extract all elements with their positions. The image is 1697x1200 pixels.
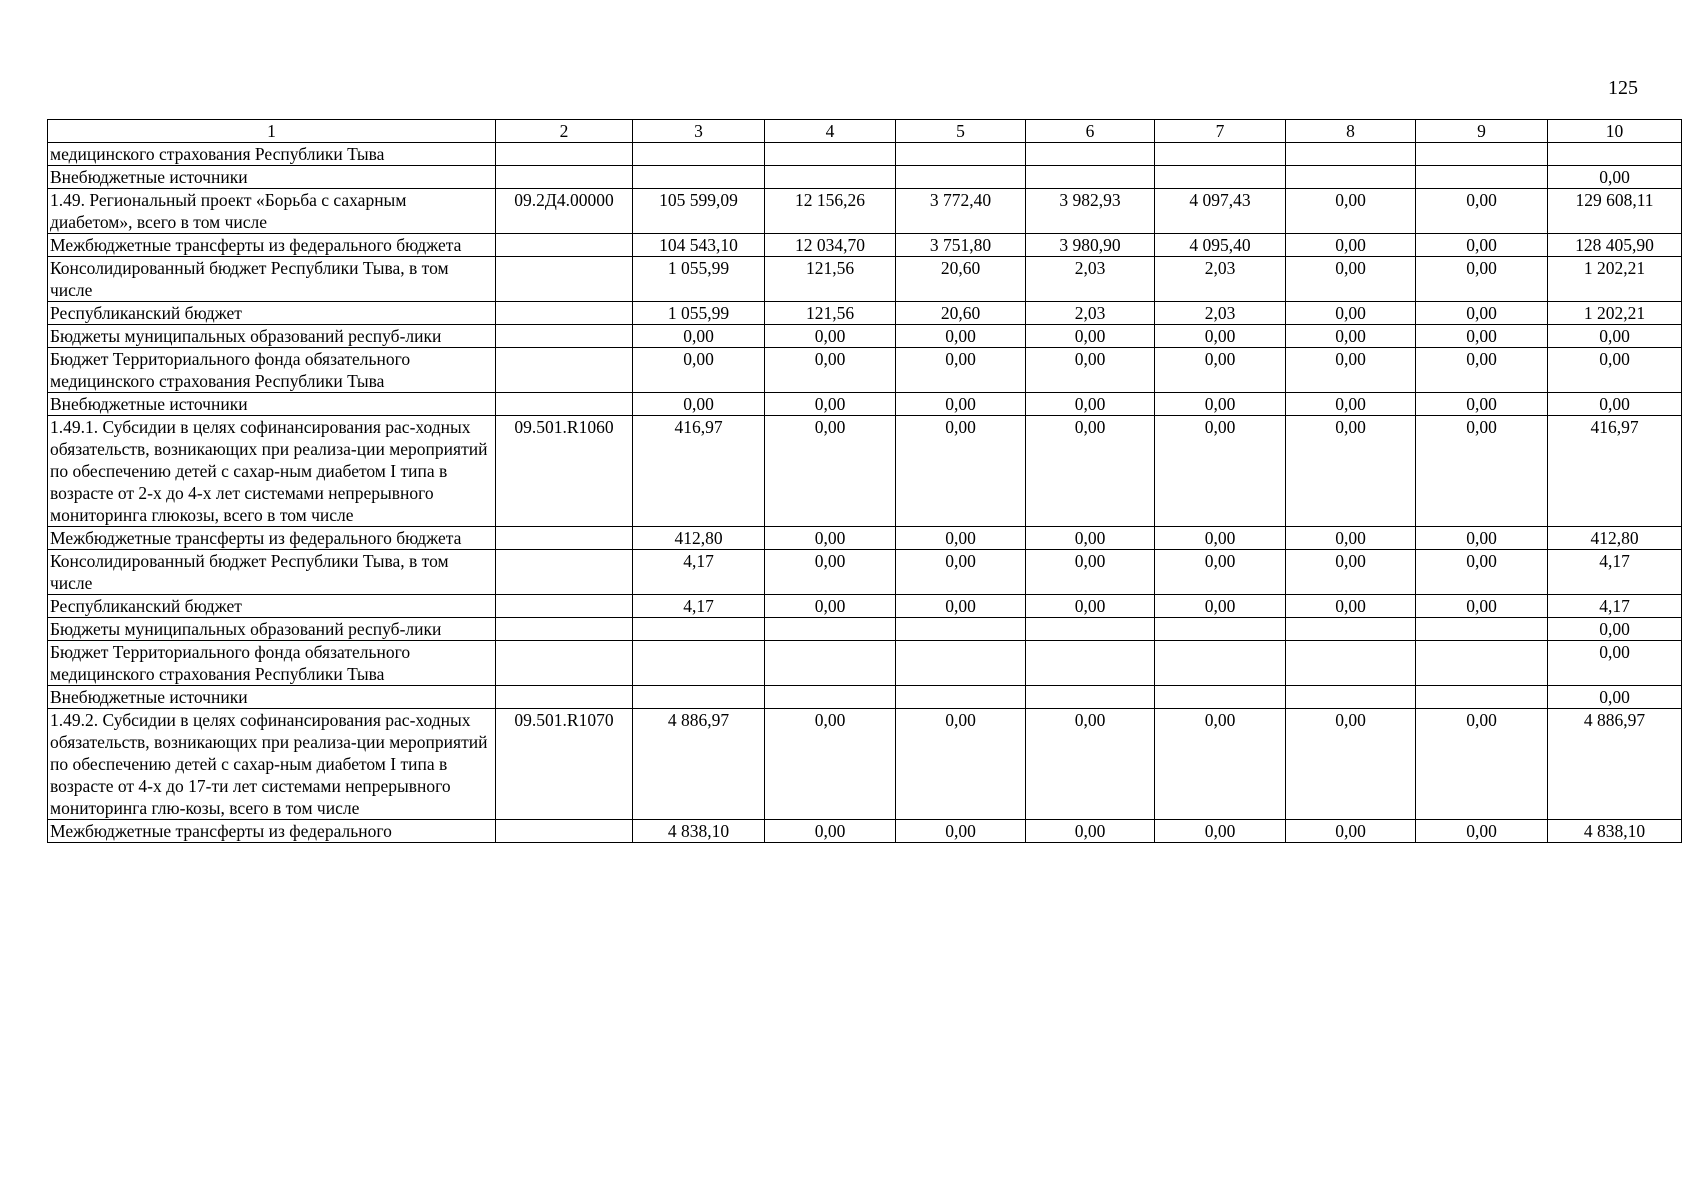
value-cell-col-8 bbox=[1286, 618, 1416, 641]
value-cell-col-7: 0,00 bbox=[1155, 348, 1286, 393]
value-cell-col-9: 0,00 bbox=[1416, 527, 1548, 550]
value-cell-col-5 bbox=[896, 618, 1026, 641]
column-header-5: 5 bbox=[896, 120, 1026, 143]
value-cell-col-8: 0,00 bbox=[1286, 595, 1416, 618]
value-cell-col-3: 0,00 bbox=[633, 325, 765, 348]
value-cell-col-8: 0,00 bbox=[1286, 393, 1416, 416]
value-cell-col-9 bbox=[1416, 143, 1548, 166]
value-cell-col-8 bbox=[1286, 686, 1416, 709]
value-cell-col-5: 0,00 bbox=[896, 820, 1026, 843]
row-label: Консолидированный бюджет Республики Тыва, в том числе bbox=[48, 550, 496, 595]
table-row bbox=[48, 550, 1682, 595]
table-row bbox=[48, 325, 1682, 348]
table-row bbox=[48, 189, 1682, 234]
value-cell-col-3 bbox=[633, 166, 765, 189]
row-label: Внебюджетные источники bbox=[48, 393, 496, 416]
row-label: Внебюджетные источники bbox=[48, 166, 496, 189]
value-cell-col-6 bbox=[1026, 618, 1155, 641]
value-cell-col-10: 4 838,10 bbox=[1548, 820, 1682, 843]
page-number: 125 bbox=[1608, 77, 1638, 99]
value-cell-col-8: 0,00 bbox=[1286, 348, 1416, 393]
row-code bbox=[496, 618, 633, 641]
row-label: Межбюджетные трансферты из федерального бюджета bbox=[48, 527, 496, 550]
row-code bbox=[496, 393, 633, 416]
column-header-4: 4 bbox=[765, 120, 896, 143]
value-cell-col-7 bbox=[1155, 618, 1286, 641]
value-cell-col-10: 4,17 bbox=[1548, 595, 1682, 618]
value-cell-col-10: 128 405,90 bbox=[1548, 234, 1682, 257]
value-cell-col-7: 4 097,43 bbox=[1155, 189, 1286, 234]
value-cell-col-6: 2,03 bbox=[1026, 302, 1155, 325]
value-cell-col-6: 2,03 bbox=[1026, 257, 1155, 302]
value-cell-col-4: 0,00 bbox=[765, 325, 896, 348]
value-cell-col-5 bbox=[896, 686, 1026, 709]
value-cell-col-10: 0,00 bbox=[1548, 393, 1682, 416]
value-cell-col-7: 2,03 bbox=[1155, 257, 1286, 302]
value-cell-col-8: 0,00 bbox=[1286, 550, 1416, 595]
value-cell-col-5: 0,00 bbox=[896, 550, 1026, 595]
value-cell-col-3 bbox=[633, 618, 765, 641]
value-cell-col-7: 2,03 bbox=[1155, 302, 1286, 325]
value-cell-col-3 bbox=[633, 143, 765, 166]
value-cell-col-10: 129 608,11 bbox=[1548, 189, 1682, 234]
value-cell-col-5 bbox=[896, 641, 1026, 686]
value-cell-col-9: 0,00 bbox=[1416, 189, 1548, 234]
value-cell-col-5: 0,00 bbox=[896, 393, 1026, 416]
row-code: 09.501.R1070 bbox=[496, 709, 633, 820]
table-row bbox=[48, 257, 1682, 302]
value-cell-col-6: 0,00 bbox=[1026, 709, 1155, 820]
column-header-3: 3 bbox=[633, 120, 765, 143]
table-row bbox=[48, 820, 1682, 843]
table-row bbox=[48, 143, 1682, 166]
row-code: 09.501.R1060 bbox=[496, 416, 633, 527]
value-cell-col-7: 0,00 bbox=[1155, 393, 1286, 416]
value-cell-col-6: 0,00 bbox=[1026, 348, 1155, 393]
value-cell-col-9: 0,00 bbox=[1416, 302, 1548, 325]
value-cell-col-7: 0,00 bbox=[1155, 709, 1286, 820]
value-cell-col-9: 0,00 bbox=[1416, 393, 1548, 416]
row-label: Межбюджетные трансферты из федерального бюджета bbox=[48, 234, 496, 257]
row-label: Республиканский бюджет bbox=[48, 302, 496, 325]
table-row bbox=[48, 234, 1682, 257]
value-cell-col-10: 0,00 bbox=[1548, 325, 1682, 348]
value-cell-col-6: 0,00 bbox=[1026, 527, 1155, 550]
value-cell-col-3: 1 055,99 bbox=[633, 302, 765, 325]
value-cell-col-9 bbox=[1416, 641, 1548, 686]
value-cell-col-3: 1 055,99 bbox=[633, 257, 765, 302]
table-row bbox=[48, 709, 1682, 820]
value-cell-col-5: 20,60 bbox=[896, 302, 1026, 325]
value-cell-col-3 bbox=[633, 641, 765, 686]
row-label: Бюджет Территориального фонда обязательного медицинского страхования Республики Тыва bbox=[48, 641, 496, 686]
column-header-7: 7 bbox=[1155, 120, 1286, 143]
budget-table bbox=[47, 119, 1682, 843]
value-cell-col-8: 0,00 bbox=[1286, 257, 1416, 302]
value-cell-col-10: 0,00 bbox=[1548, 166, 1682, 189]
value-cell-col-5: 0,00 bbox=[896, 325, 1026, 348]
value-cell-col-4 bbox=[765, 641, 896, 686]
value-cell-col-7: 0,00 bbox=[1155, 820, 1286, 843]
row-code bbox=[496, 595, 633, 618]
value-cell-col-5: 20,60 bbox=[896, 257, 1026, 302]
value-cell-col-6 bbox=[1026, 686, 1155, 709]
value-cell-col-7: 0,00 bbox=[1155, 416, 1286, 527]
table-row bbox=[48, 686, 1682, 709]
value-cell-col-7: 0,00 bbox=[1155, 595, 1286, 618]
row-code bbox=[496, 527, 633, 550]
value-cell-col-8: 0,00 bbox=[1286, 709, 1416, 820]
value-cell-col-8 bbox=[1286, 166, 1416, 189]
value-cell-col-9 bbox=[1416, 686, 1548, 709]
table-row bbox=[48, 302, 1682, 325]
value-cell-col-6: 0,00 bbox=[1026, 325, 1155, 348]
row-label: Бюджет Территориального фонда обязательного медицинского страхования Республики Тыва bbox=[48, 348, 496, 393]
value-cell-col-10: 0,00 bbox=[1548, 618, 1682, 641]
value-cell-col-10: 0,00 bbox=[1548, 348, 1682, 393]
value-cell-col-8: 0,00 bbox=[1286, 234, 1416, 257]
value-cell-col-6 bbox=[1026, 641, 1155, 686]
value-cell-col-3: 4,17 bbox=[633, 595, 765, 618]
value-cell-col-4: 0,00 bbox=[765, 348, 896, 393]
value-cell-col-6 bbox=[1026, 166, 1155, 189]
value-cell-col-3: 412,80 bbox=[633, 527, 765, 550]
value-cell-col-9: 0,00 bbox=[1416, 257, 1548, 302]
value-cell-col-5 bbox=[896, 143, 1026, 166]
value-cell-col-8: 0,00 bbox=[1286, 302, 1416, 325]
value-cell-col-6: 3 982,93 bbox=[1026, 189, 1155, 234]
value-cell-col-10: 0,00 bbox=[1548, 686, 1682, 709]
value-cell-col-4: 12 034,70 bbox=[765, 234, 896, 257]
row-label: Бюджеты муниципальных образований респуб-лики bbox=[48, 325, 496, 348]
value-cell-col-8: 0,00 bbox=[1286, 416, 1416, 527]
table-body bbox=[48, 120, 1682, 843]
row-code bbox=[496, 820, 633, 843]
value-cell-col-9 bbox=[1416, 618, 1548, 641]
value-cell-col-4 bbox=[765, 166, 896, 189]
row-code bbox=[496, 143, 633, 166]
value-cell-col-4: 0,00 bbox=[765, 550, 896, 595]
value-cell-col-8: 0,00 bbox=[1286, 527, 1416, 550]
value-cell-col-4: 0,00 bbox=[765, 595, 896, 618]
column-header-9: 9 bbox=[1416, 120, 1548, 143]
table-row bbox=[48, 393, 1682, 416]
value-cell-col-6: 0,00 bbox=[1026, 595, 1155, 618]
value-cell-col-9 bbox=[1416, 166, 1548, 189]
value-cell-col-10: 416,97 bbox=[1548, 416, 1682, 527]
value-cell-col-7: 0,00 bbox=[1155, 550, 1286, 595]
value-cell-col-6 bbox=[1026, 143, 1155, 166]
value-cell-col-8 bbox=[1286, 143, 1416, 166]
value-cell-col-5: 0,00 bbox=[896, 709, 1026, 820]
row-label: Межбюджетные трансферты из федерального bbox=[48, 820, 496, 843]
value-cell-col-8: 0,00 bbox=[1286, 325, 1416, 348]
value-cell-col-9: 0,00 bbox=[1416, 234, 1548, 257]
value-cell-col-7 bbox=[1155, 143, 1286, 166]
column-header-8: 8 bbox=[1286, 120, 1416, 143]
value-cell-col-3: 4,17 bbox=[633, 550, 765, 595]
row-code bbox=[496, 166, 633, 189]
column-header-1: 1 bbox=[48, 120, 496, 143]
table-row bbox=[48, 348, 1682, 393]
value-cell-col-10: 4,17 bbox=[1548, 550, 1682, 595]
row-code bbox=[496, 257, 633, 302]
row-label: Внебюджетные источники bbox=[48, 686, 496, 709]
row-code bbox=[496, 348, 633, 393]
row-label: 1.49.1. Субсидии в целях софинансирования рас-ходных обязательств, возникающих при реализа-ции мероприятий по обеспечению детей с сахар-ным диабетом I типа в возрасте от 2-х до 4-х лет системами непрерывного мониторинга глюкозы, всего в том числе bbox=[48, 416, 496, 527]
value-cell-col-4: 0,00 bbox=[765, 416, 896, 527]
value-cell-col-3: 4 838,10 bbox=[633, 820, 765, 843]
value-cell-col-4 bbox=[765, 686, 896, 709]
row-code bbox=[496, 641, 633, 686]
table-row bbox=[48, 595, 1682, 618]
value-cell-col-10: 1 202,21 bbox=[1548, 302, 1682, 325]
value-cell-col-10: 1 202,21 bbox=[1548, 257, 1682, 302]
value-cell-col-9: 0,00 bbox=[1416, 550, 1548, 595]
value-cell-col-7 bbox=[1155, 686, 1286, 709]
column-header-6: 6 bbox=[1026, 120, 1155, 143]
value-cell-col-5: 0,00 bbox=[896, 527, 1026, 550]
value-cell-col-5: 3 772,40 bbox=[896, 189, 1026, 234]
value-cell-col-9: 0,00 bbox=[1416, 709, 1548, 820]
value-cell-col-3: 105 599,09 bbox=[633, 189, 765, 234]
row-label: 1.49. Региональный проект «Борьба с сахарным диабетом», всего в том числе bbox=[48, 189, 496, 234]
value-cell-col-3: 4 886,97 bbox=[633, 709, 765, 820]
value-cell-col-4: 12 156,26 bbox=[765, 189, 896, 234]
value-cell-col-6: 0,00 bbox=[1026, 393, 1155, 416]
value-cell-col-10: 412,80 bbox=[1548, 527, 1682, 550]
row-code: 09.2Д4.00000 bbox=[496, 189, 633, 234]
table-row bbox=[48, 416, 1682, 527]
value-cell-col-5: 0,00 bbox=[896, 595, 1026, 618]
row-code bbox=[496, 302, 633, 325]
row-label: 1.49.2. Субсидии в целях софинансирования рас-ходных обязательств, возникающих при реализа-ции мероприятий по обеспечению детей с сахар-ным диабетом I типа в возрасте от 4-х до 17-ти лет системами непрерывного мониторинга глю-козы, всего в том числе bbox=[48, 709, 496, 820]
value-cell-col-9: 0,00 bbox=[1416, 348, 1548, 393]
column-header-2: 2 bbox=[496, 120, 633, 143]
value-cell-col-3: 104 543,10 bbox=[633, 234, 765, 257]
value-cell-col-7: 0,00 bbox=[1155, 325, 1286, 348]
value-cell-col-8: 0,00 bbox=[1286, 189, 1416, 234]
value-cell-col-4: 0,00 bbox=[765, 527, 896, 550]
value-cell-col-3: 0,00 bbox=[633, 393, 765, 416]
value-cell-col-7 bbox=[1155, 641, 1286, 686]
value-cell-col-6: 0,00 bbox=[1026, 820, 1155, 843]
value-cell-col-4: 0,00 bbox=[765, 393, 896, 416]
value-cell-col-4: 121,56 bbox=[765, 257, 896, 302]
value-cell-col-3: 416,97 bbox=[633, 416, 765, 527]
header-row bbox=[48, 120, 1682, 143]
table-row bbox=[48, 641, 1682, 686]
value-cell-col-9: 0,00 bbox=[1416, 416, 1548, 527]
value-cell-col-10: 0,00 bbox=[1548, 641, 1682, 686]
value-cell-col-4: 0,00 bbox=[765, 709, 896, 820]
value-cell-col-8: 0,00 bbox=[1286, 820, 1416, 843]
value-cell-col-4: 121,56 bbox=[765, 302, 896, 325]
value-cell-col-5: 0,00 bbox=[896, 348, 1026, 393]
value-cell-col-3 bbox=[633, 686, 765, 709]
table-row bbox=[48, 527, 1682, 550]
column-header-10: 10 bbox=[1548, 120, 1682, 143]
row-code bbox=[496, 686, 633, 709]
table-row bbox=[48, 618, 1682, 641]
table-row bbox=[48, 166, 1682, 189]
value-cell-col-5 bbox=[896, 166, 1026, 189]
row-code bbox=[496, 325, 633, 348]
value-cell-col-8 bbox=[1286, 641, 1416, 686]
value-cell-col-7 bbox=[1155, 166, 1286, 189]
row-code bbox=[496, 550, 633, 595]
row-code bbox=[496, 234, 633, 257]
value-cell-col-3: 0,00 bbox=[633, 348, 765, 393]
value-cell-col-4 bbox=[765, 618, 896, 641]
value-cell-col-7: 0,00 bbox=[1155, 527, 1286, 550]
row-label: медицинского страхования Республики Тыва bbox=[48, 143, 496, 166]
value-cell-col-10 bbox=[1548, 143, 1682, 166]
value-cell-col-7: 4 095,40 bbox=[1155, 234, 1286, 257]
row-label: Бюджеты муниципальных образований респуб-лики bbox=[48, 618, 496, 641]
value-cell-col-5: 3 751,80 bbox=[896, 234, 1026, 257]
value-cell-col-6: 0,00 bbox=[1026, 550, 1155, 595]
value-cell-col-4: 0,00 bbox=[765, 820, 896, 843]
value-cell-col-6: 3 980,90 bbox=[1026, 234, 1155, 257]
row-label: Республиканский бюджет bbox=[48, 595, 496, 618]
value-cell-col-5: 0,00 bbox=[896, 416, 1026, 527]
value-cell-col-6: 0,00 bbox=[1026, 416, 1155, 527]
value-cell-col-9: 0,00 bbox=[1416, 820, 1548, 843]
value-cell-col-4 bbox=[765, 143, 896, 166]
value-cell-col-9: 0,00 bbox=[1416, 325, 1548, 348]
value-cell-col-10: 4 886,97 bbox=[1548, 709, 1682, 820]
value-cell-col-9: 0,00 bbox=[1416, 595, 1548, 618]
row-label: Консолидированный бюджет Республики Тыва, в том числе bbox=[48, 257, 496, 302]
